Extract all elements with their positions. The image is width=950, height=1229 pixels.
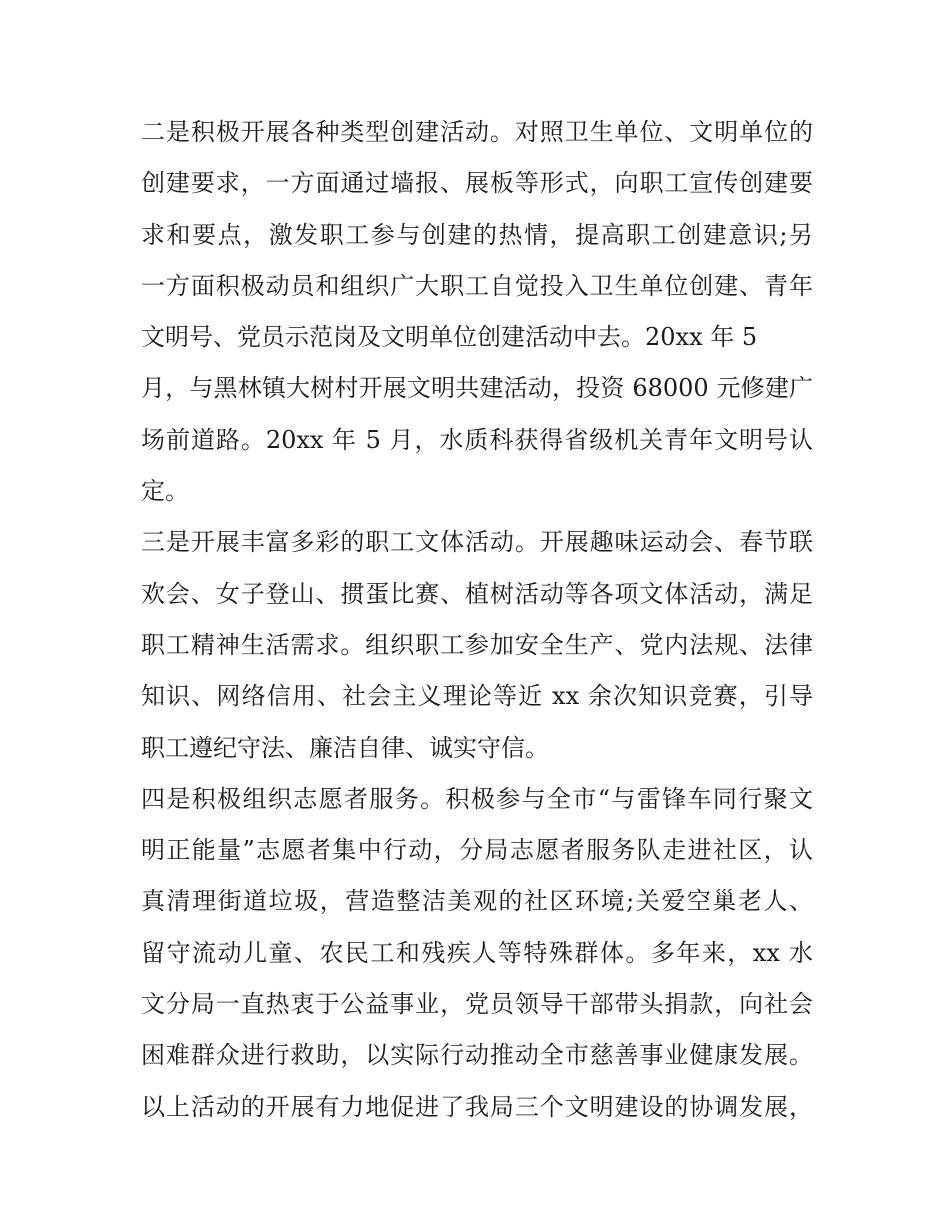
text-line: 欢会、女子登山、掼蛋比赛、植树活动等各项文体活动，满足 [141,579,813,608]
text-line: 文明号、党员示范岗及文明单位创建活动中去。20xx 年 5 [141,323,758,352]
text-line: 求和要点，激发职工参与创建的热情，提高职工创建意识;另 [141,220,813,249]
text-line: 三是开展丰富多彩的职工文体活动。开展趣味运动会、春节联 [141,528,813,557]
text-line: 职工遵纪守法、廉洁自律、诚实守信。 [141,733,549,762]
text-line: 一方面积极动员和组织广大职工自觉投入卫生单位创建、青年 [141,271,813,300]
text-line: 四是积极组织志愿者服务。积极参与全市“与雷锋车同行聚文 [141,784,813,813]
text-line: 留守流动儿童、农民工和残疾人等特殊群体。多年来，xx 水 [141,938,813,967]
text-line: 困难群众进行救助，以实际行动推动全市慈善事业健康发展。 [141,1041,813,1070]
text-line: 以上活动的开展有力地促进了我局三个文明建设的协调发展， [141,1092,813,1121]
text-line: 创建要求，一方面通过墙报、展板等形式，向职工宣传创建要 [141,169,813,198]
text-line: 定。 [141,477,189,506]
text-line: 场前道路。20xx 年 5 月，水质科获得省级机关青年文明号认 [141,425,813,454]
text-line: 月，与黑林镇大树村开展文明共建活动，投资 68000 元修建广 [141,374,813,403]
text-line: 职工精神生活需求。组织职工参加安全生产、党内法规、法律 [141,630,813,659]
text-line: 知识、网络信用、社会主义理论等近 xx 余次知识竞赛，引导 [141,682,813,711]
document-body [141,107,813,1133]
text-line: 真清理街道垃圾，营造整洁美观的社区环境;关爱空巢老人、 [141,887,813,916]
text-line: 二是积极开展各种类型创建活动。对照卫生单位、文明单位的 [141,118,813,146]
text-line: 文分局一直热衷于公益事业，党员领导干部带头捐款，向社会 [141,990,813,1019]
text-line: 明正能量”志愿者集中行动，分局志愿者服务队走进社区，认 [141,836,813,865]
